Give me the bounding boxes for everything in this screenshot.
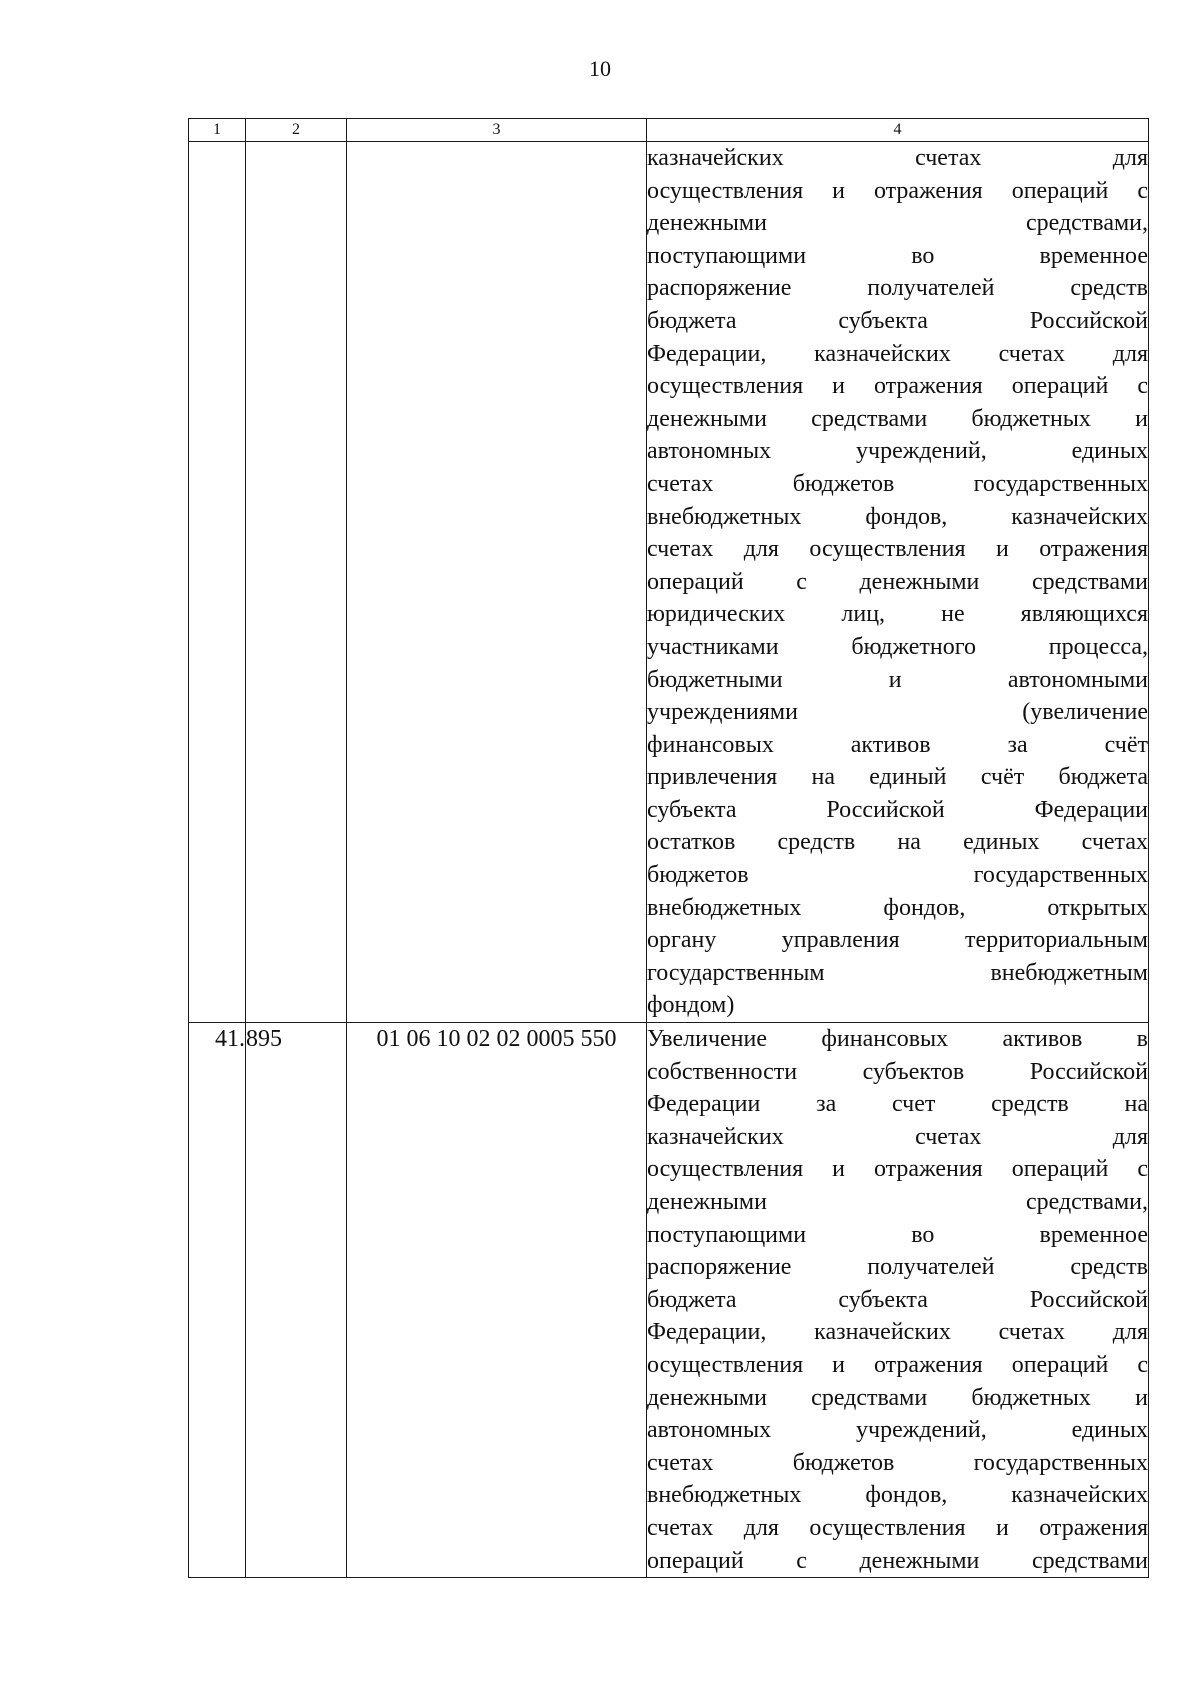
table-row-continuation — [189, 142, 1149, 1023]
description-line: бюджетными и автономными — [647, 666, 1148, 693]
description-line: осуществления и отражения операций с — [647, 373, 1148, 400]
description-line: учреждениями (увеличение — [647, 699, 1148, 726]
description-line: денежными средствами бюджетных и — [647, 1384, 1148, 1411]
column-header-4: 4 — [647, 119, 1149, 142]
description-line: Федерации, казначейских счетах для — [647, 340, 1148, 367]
description-line: внебюджетных фондов, казначейских — [647, 1482, 1148, 1509]
description-line: фондом) — [647, 992, 735, 1019]
description-line: Увеличение финансовых активов в — [647, 1026, 1148, 1053]
admin-code-cell: 895 — [246, 1023, 347, 1578]
description-line: распоряжение получателей средств — [647, 1254, 1148, 1281]
page-number: 10 — [589, 56, 611, 81]
description-line: автономных учреждений, единых — [647, 438, 1148, 465]
description-line: осуществления и отражения операций с — [647, 1351, 1148, 1378]
description-line: органу управления территориальным — [647, 927, 1148, 954]
description-line: внебюджетных фондов, казначейских — [647, 503, 1148, 530]
description-line: поступающими во временное — [647, 242, 1148, 269]
description-line: счетах бюджетов государственных — [647, 470, 1148, 497]
description-line: остатков средств на единых счетах — [647, 829, 1148, 856]
description-line: государственным внебюджетным — [647, 959, 1148, 986]
description-line: денежными средствами, — [647, 1189, 1148, 1215]
description-line: финансовых активов за счёт — [647, 731, 1148, 758]
description-line: Федерации за счет средств на — [647, 1091, 1148, 1118]
description-line: бюджетов государственных — [647, 862, 1148, 889]
description-line: распоряжение получателей средств — [647, 275, 1148, 302]
document-table — [188, 118, 1149, 1578]
description-line: бюджета субъекта Российской — [647, 307, 1148, 334]
description-line: бюджета субъекта Российской — [647, 1286, 1148, 1313]
description-line: осуществления и отражения операций с — [647, 177, 1148, 204]
description-line: поступающими во временное — [647, 1221, 1148, 1248]
column-header-3: 3 — [347, 119, 647, 142]
classification-code-cell — [347, 142, 647, 1023]
table-header-row — [189, 119, 1149, 142]
description-line: автономных учреждений, единых — [647, 1417, 1148, 1444]
description-line: счетах бюджетов государственных — [647, 1449, 1148, 1476]
admin-code-cell — [246, 142, 347, 1023]
description-line: осуществления и отражения операций с — [647, 1156, 1148, 1183]
description-cell — [647, 142, 1149, 1023]
column-header-2: 2 — [246, 119, 347, 142]
description-line: субъекта Российской Федерации — [647, 796, 1148, 823]
table-row-41 — [189, 1023, 1149, 1578]
description-line: счетах для осуществления и отражения — [647, 1514, 1148, 1541]
description-cell — [647, 1023, 1149, 1578]
description-line: операций с денежными средствами — [647, 1547, 1148, 1574]
description-line: внебюджетных фондов, открытых — [647, 894, 1148, 921]
row-number-cell: 41. — [189, 1023, 246, 1578]
description-line: участниками бюджетного процесса, — [647, 633, 1148, 660]
classification-code-cell: 01 06 10 02 02 0005 550 — [347, 1023, 647, 1578]
description-line: собственности субъектов Российской — [647, 1058, 1148, 1085]
description-line: Федерации, казначейских счетах для — [647, 1319, 1148, 1346]
description-line: счетах для осуществления и отражения — [647, 536, 1148, 563]
description-line: денежными средствами, — [647, 210, 1148, 237]
description-line: привлечения на единый счёт бюджета — [647, 764, 1148, 791]
description-line: операций с денежными средствами — [647, 568, 1148, 595]
description-line: денежными средствами бюджетных и — [647, 405, 1148, 432]
row-number-cell — [189, 142, 246, 1023]
description-line: юридических лиц, не являющихся — [647, 601, 1148, 628]
column-header-1: 1 — [189, 119, 246, 142]
description-line: казначейских счетах для — [647, 145, 1148, 171]
description-line: казначейских счетах для — [647, 1123, 1148, 1150]
